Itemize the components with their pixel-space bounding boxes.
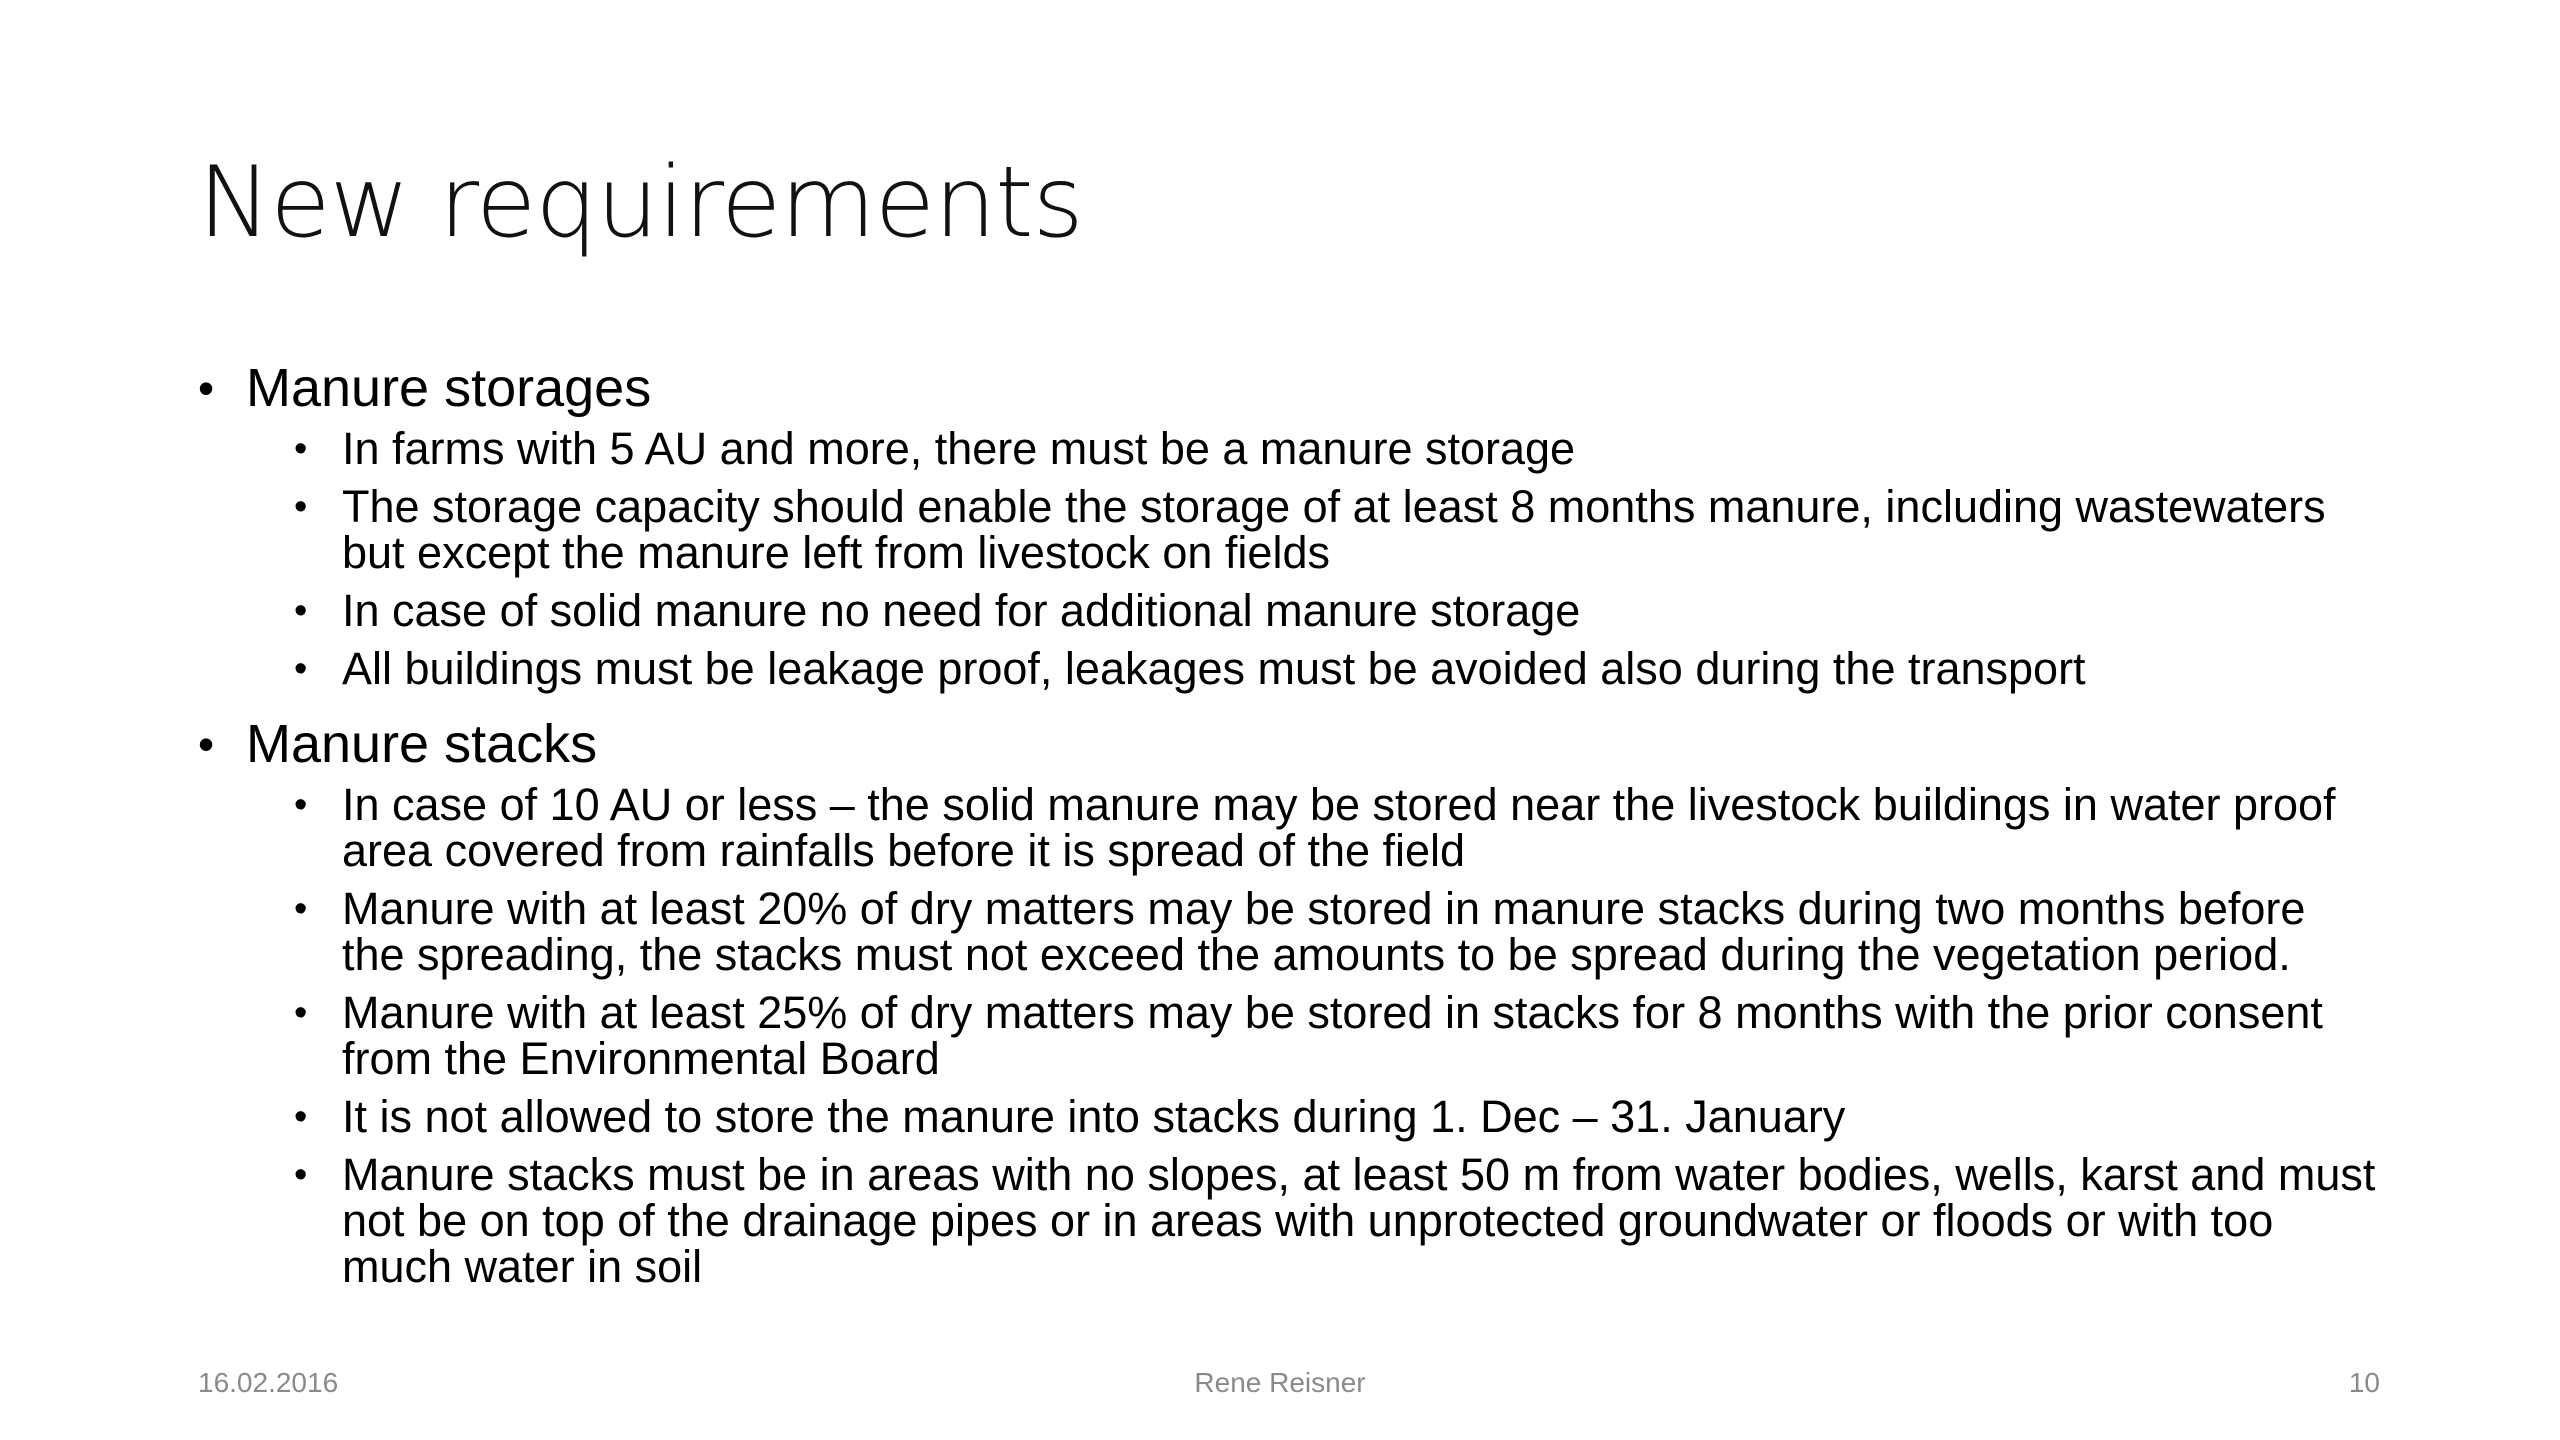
section-heading: • Manure stacks [246,714,598,774]
sub-bullet-list [294,779,2378,1292]
bullet-item: • It is not allowed to store the manure into stacks during 1. Dec – 31. January [294,1094,2378,1140]
bullet-item: • In case of solid manure no need for additional manure storage [294,588,2378,634]
footer-author: Rene Reisner [1194,1367,1366,1398]
bullet-item: • In case of 10 AU or less – the solid manure may be stored near the livestock buildings in water proof area covered from rainfalls before it is spread of the field [294,782,2378,874]
slide-content [198,350,2378,1304]
bullet-item: • Manure with at least 20% of dry matters may be stored in manure stacks during two months before the spreading, the stacks must not exceed the amounts to be spread during the vegetation period. [294,886,2378,978]
section-manure-stacks [198,706,2378,1290]
section-manure-storages [198,350,2378,692]
bullet-item: • All buildings must be leakage proof, leakages must be avoided also during the transport [294,646,2378,692]
section-heading: • Manure storages [246,358,652,418]
bullet-item: • Manure stacks must be in areas with no slopes, at least 50 m from water bodies, wells, karst and must not be on top of the drainage pipes or in areas with unprotected groundwater or floods or with too much water in soil [294,1152,2378,1290]
bullet-list [198,350,2378,1290]
page-number: 10 [2348,1367,2380,1398]
bullet-item: • The storage capacity should enable the storage of at least 8 months manure, including wastewaters but except the manure left from livestock on fields [294,484,2378,576]
bullet-item: • In farms with 5 AU and more, there must be a manure storage [294,426,2378,472]
footer-date: 16.02.2016 [198,1367,339,1398]
bullet-item: • Manure with at least 25% of dry matters may be stored in stacks for 8 months with the prior consent from the Environmental Board [294,990,2378,1082]
sub-bullet-list [294,423,2378,694]
slide-title: New requirements [198,146,1083,260]
